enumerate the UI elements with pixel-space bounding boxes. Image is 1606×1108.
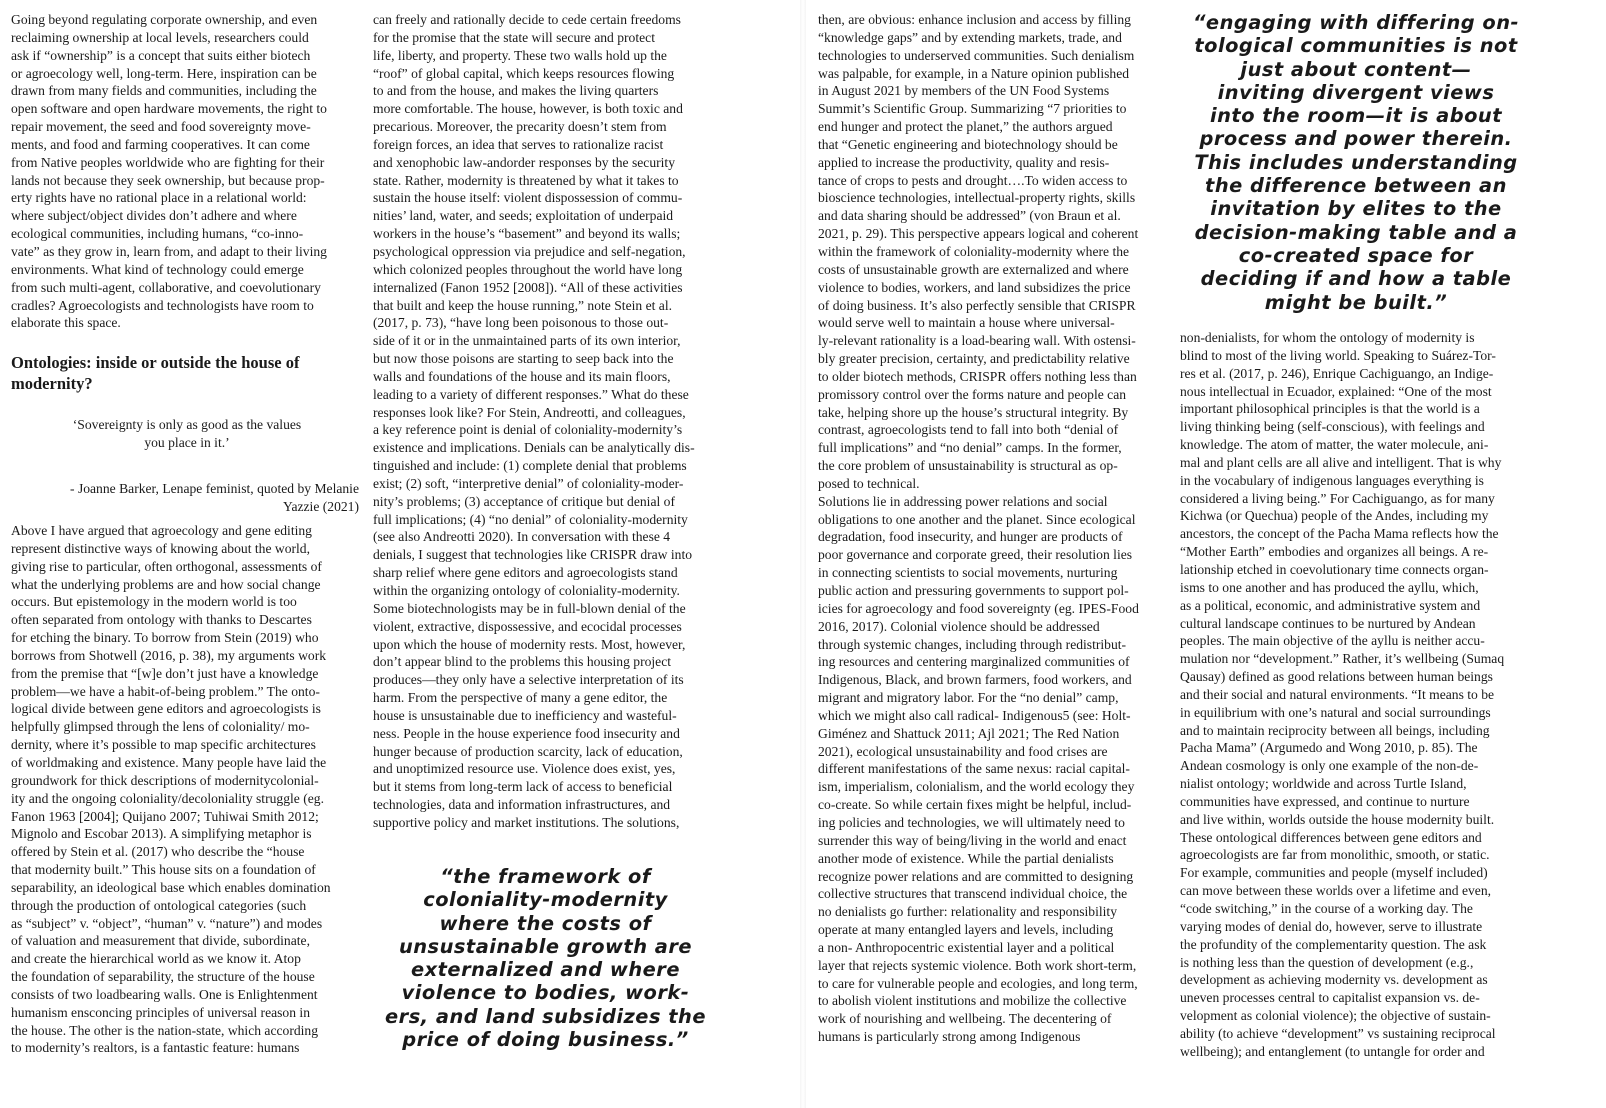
text-line: violence to bodies, work-: [401, 981, 690, 1005]
text-line: modernity?: [11, 374, 93, 393]
text-line: no denialists go further: relationality and responsibility: [818, 904, 1118, 920]
text-line: bioscience technologies, intellectual-property rights, skills: [818, 190, 1136, 206]
text-line: life, liberty, and property. These two walls hold up the: [373, 47, 667, 63]
text-line: state. Rather, modernity is threatened by what it takes to: [373, 172, 679, 188]
text-line: elaborate this space.: [11, 315, 121, 331]
text-line: ability (to achieve “development” vs sustaining reciprocal: [1180, 1025, 1496, 1041]
text-line: “engaging with differing on-: [1192, 11, 1520, 34]
text-line: represent distinctive ways of knowing about the world,: [11, 540, 310, 556]
text-line: surrender this way of being/living in the world and enact: [818, 832, 1127, 848]
right-page-column-1: [818, 11, 1170, 1101]
body-paragraph: [373, 11, 718, 832]
text-line: dernity, where it’s possible to map specific architectures: [11, 737, 316, 753]
text-line: is nothing less than the question of development (e.g.,: [1180, 954, 1474, 970]
text-line: environments. What kind of technology could emerge: [11, 261, 304, 277]
text-line: price of doing business.”: [402, 1028, 689, 1052]
text-line: velopment as colonial violence); the objective of sustain-: [1180, 1008, 1491, 1024]
right-page-column-2: [1180, 11, 1532, 1101]
text-line: For example, communities and people (myself included): [1180, 865, 1488, 881]
text-line: knowledge. The atom of matter, the water molecule, ani-: [1180, 437, 1489, 453]
text-line: what the underlying problems are and how social change: [11, 576, 321, 592]
text-line: “code switching,” in the course of a working day. The: [1180, 901, 1473, 916]
text-line: icies for agroecology and food sovereignty (eg. IPES-Food: [818, 600, 1139, 616]
text-line: “roof” of global capital, which keeps resources flowing: [373, 65, 675, 81]
text-line: through systemic changes, including through redistribut-: [818, 636, 1127, 652]
text-line: and unoptimized resource use. Violence does exist, yes,: [373, 761, 676, 777]
text-line: cultural landscape continues to be nurtured by Andean: [1180, 615, 1476, 631]
text-line: of valuation and measurement that divide, subordinate,: [11, 933, 310, 949]
text-line: helpfully glimpsed through the lens of coloniality/ mo-: [11, 719, 310, 735]
text-line: ‘Sovereignty is only as good as the values: [72, 417, 302, 432]
text-line: of worldmaking and existence. Many people have laid the: [11, 754, 327, 770]
text-line: These ontological differences between gene editors and: [1180, 829, 1482, 845]
text-line: occurs. But epistemology in the modern world is too: [11, 594, 297, 610]
text-line: and create the hierarchical world as we know it. Atop: [11, 951, 301, 967]
text-line: operate at many entangled layers and levels, including: [818, 922, 1114, 938]
text-line: wellbeing); and entanglement (to untangle for order and: [1180, 1043, 1485, 1059]
text-line: sharp relief where gene editors and agroecologists stand: [373, 565, 678, 581]
text-line: ity and the ongoing coloniality/decoloniality struggle (eg.: [11, 790, 324, 806]
pull-quote: [1180, 11, 1532, 314]
text-line: ing resources and centering marginalized communities of: [818, 654, 1130, 670]
text-line: but now those poisons are starting to seep back into the: [373, 351, 674, 367]
text-line: Mignolo and Escobar 2013). A simplifying metaphor is: [11, 826, 312, 842]
epigraph: [11, 416, 363, 452]
text-line: for the promise that the state will secure and protect: [373, 29, 655, 45]
text-line: a key reference point is denial of coloniality-modernity’s: [373, 422, 683, 438]
text-line: lationship etched in coevolutionary time connects organ-: [1180, 561, 1489, 577]
text-line: can move between these worlds over a lifetime and even,: [1180, 883, 1492, 899]
text-line: living thinking being (self-conscious), with feelings and: [1180, 419, 1485, 435]
text-line: and to maintain reciprocity between all beings, including: [1180, 722, 1490, 738]
text-line: ism, imperialism, colonialism, and the world ecology they: [818, 779, 1135, 795]
text-line: and live within, worlds outside the house modernity built.: [1180, 811, 1495, 827]
text-line: bly greater precision, certainty, and predictability relative: [818, 351, 1130, 367]
text-line: work of nourishing and wellbeing. The decentering of: [818, 1011, 1112, 1027]
text-line: Kichwa (or Quechua) people of the Andes, including my: [1180, 508, 1489, 524]
text-line: denials, I suggest that technologies like CRISPR draw into: [373, 547, 693, 563]
text-line: inviting divergent views: [1217, 80, 1495, 104]
text-line: a non- Anthropocentric existential layer and a political: [818, 939, 1115, 955]
text-line: workers in the house’s “basement” and beyond its walls;: [373, 226, 681, 242]
epigraph-attribution: [11, 480, 359, 516]
text-line: and their social and natural environments. “It means to be: [1180, 686, 1495, 702]
pull-quote: [373, 865, 718, 1051]
text-line: poor governance and corporate greed, their resolution lies: [818, 547, 1133, 563]
text-line: to care for vulnerable people and ecologies, and long term,: [818, 975, 1138, 991]
text-line: tological communities is not: [1194, 34, 1518, 58]
text-line: applied to increase the productivity, quality and resis-: [818, 154, 1110, 170]
text-line: the core problem of unsustainability is structural as op-: [818, 458, 1118, 474]
text-line: erty rights have no rational place in a relational world:: [11, 190, 307, 206]
text-line: reclaiming ownership at local levels, researchers could: [11, 29, 309, 45]
text-line: co-created space for: [1238, 243, 1474, 267]
text-line: internalized (Fanon 1952 [2008]). “All of these activities: [373, 279, 683, 295]
body-paragraph: [818, 11, 1170, 1046]
text-line: externalized and where: [411, 958, 680, 982]
text-line: 2016, 2017). Colonial violence should be addressed: [818, 618, 1100, 634]
text-line: as “subject” v. “object”, “human” v. “nature”) and modes: [11, 915, 323, 931]
text-line: to modernity’s realtors, is a fantastic feature: humans: [11, 1040, 300, 1056]
text-line: different manifestations of the same nexus: racial capital-: [818, 761, 1130, 777]
text-line: important philosophical principles is that the world is a: [1180, 401, 1480, 417]
text-line: can freely and rationally decide to cede certain freedoms: [373, 12, 681, 27]
text-line: and xenophobic law-andorder responses by the security: [373, 154, 675, 170]
text-line: process and power therein.: [1199, 127, 1513, 151]
text-line: blind to most of the living world. Speaking to Suárez-Tor-: [1180, 347, 1496, 363]
text-line: deciding if and how a table: [1200, 267, 1512, 291]
text-line: was palpable, for example, in a Nature opinion published: [818, 65, 1130, 81]
text-line: that built and keep the house running,” note Stein et al.: [373, 297, 672, 313]
text-line: into the room—it is about: [1209, 104, 1503, 128]
text-line: within the framework of coloniality-modernity where the: [818, 243, 1130, 259]
text-line: public action and pressuring governments to support pol-: [818, 583, 1129, 598]
text-line: development as achieving modernity vs. development as: [1180, 972, 1488, 988]
text-line: posed to technical.: [818, 475, 920, 491]
text-line: in August 2021 by members of the UN Food Systems: [818, 83, 1110, 99]
text-line: This includes understanding: [1194, 150, 1518, 174]
text-line: end hunger and protect the planet,” the authors argued: [818, 119, 1113, 135]
text-line: logical divide between gene editors and agroecologists is: [11, 701, 321, 717]
text-line: psychological oppression via prejudice and self-negation,: [373, 243, 686, 259]
text-line: from the premise that “[w]e don’t just have a knowledge: [11, 665, 319, 681]
text-line: harm. From the perspective of many a gene editor, the: [373, 690, 668, 706]
text-line: tinguished and include: (1) complete denial that problems: [373, 458, 687, 474]
text-line: costs of unsustainable growth are externalized and where: [818, 261, 1129, 277]
text-line: Indigenous, Black, and brown farmers, food workers, and: [818, 672, 1132, 688]
text-line: more comfortable. The house, however, is both toxic and: [373, 101, 683, 117]
text-line: obligations to one another and the planet. Since ecological: [818, 511, 1136, 527]
text-line: upon which the house of modernity rests. Most, however,: [373, 636, 686, 652]
text-line: hunger because of production scarcity, lack of education,: [373, 743, 683, 759]
text-line: offered by Stein et al. (2017) who describe the “house: [11, 844, 305, 860]
text-line: technologies, data and information infrastructures, and: [373, 797, 671, 813]
text-line: migrant and migratory labor. For the “no denial” camp,: [818, 690, 1119, 706]
text-line: Solutions lie in addressing power relations and social: [818, 493, 1108, 509]
text-line: 2021), ecological unsustainability and food crises are: [818, 743, 1108, 759]
text-line: separability, an ideological base which enables domination: [11, 879, 331, 895]
text-line: 2021, p. 29). This perspective appears logical and coherent: [818, 226, 1139, 242]
text-line: non-denialists, for whom the ontology of modernity is: [1180, 330, 1475, 345]
text-line: might be built.”: [1264, 290, 1448, 314]
text-line: layer that rejects systemic violence. Both work short-term,: [818, 957, 1137, 973]
body-paragraph: [11, 522, 363, 1057]
text-line: take, helping shore up the house’s structural integrity. By: [818, 404, 1129, 420]
text-line: ly-relevant rationality is a load-bearing wall. With ostensi-: [818, 333, 1136, 349]
text-line: then, are obvious: enhance inclusion and access by filling: [818, 12, 1131, 27]
text-line: Summit’s Scientific Group. Summarizing “7 priorities to: [818, 101, 1127, 117]
text-line: Giménez and Shattuck 2011; Ajl 2021; The Red Nation: [818, 725, 1120, 741]
text-line: Going beyond regulating corporate ownership, and even: [11, 12, 318, 27]
text-line: problem—we have a habit-of-being problem.” The onto-: [11, 683, 320, 699]
text-line: repair movement, the seed and food sovereignty move-: [11, 119, 311, 135]
text-line: nialist ontology; worldwide and across Turtle Island,: [1180, 776, 1467, 792]
text-line: from Native peoples worldwide who are fighting for their: [11, 154, 325, 170]
text-line: walls and foundations of the house and its main floors,: [373, 368, 671, 384]
text-line: tance of crops to pests and drought….To widen access to: [818, 172, 1128, 188]
section-heading: [11, 352, 363, 394]
text-line: to and from the house, and makes the living quarters: [373, 83, 659, 99]
text-line: from such multi-agent, collaborative, and coevolutionary: [11, 279, 321, 295]
text-line: humans is particularly strong among Indigenous: [818, 1029, 1081, 1045]
text-line: sustain the house itself: violent dispossession of commu-: [373, 190, 683, 206]
text-line: where the costs of: [439, 911, 652, 935]
text-line: peoples. The main objective of the ayllu is neither accu-: [1180, 633, 1485, 649]
text-line: the house. The other is the nation-state, which according: [11, 1022, 319, 1038]
text-line: - Joanne Barker, Lenape feminist, quoted by Melanie: [70, 481, 359, 496]
text-line: Yazzie (2021): [282, 499, 359, 514]
left-page-column-1: [11, 11, 363, 1101]
text-line: full implications” and “no denial” camps. In the former,: [818, 440, 1122, 456]
text-line: agroecologists are far from monolithic, smooth, or static.: [1180, 847, 1490, 863]
text-line: ecological communities, including humans, “co-inno-: [11, 226, 304, 242]
text-line: cradles? Agroecologists and technologists have room to: [11, 297, 314, 313]
text-line: in equilibrium with one’s natural and social surroundings: [1180, 704, 1491, 720]
text-line: in the vocabulary of indigenous languages everything is: [1180, 472, 1484, 488]
page-gutter: [800, 0, 806, 1108]
text-line: of doing business. It’s also perfectly sensible that CRISPR: [818, 297, 1136, 313]
text-line: another mode of existence. While the partial denialists: [818, 850, 1114, 866]
text-line: co-create. So while certain fixes might be helpful, includ-: [818, 797, 1132, 813]
text-line: (2017, p. 73), “have long been poisonous to those out-: [373, 315, 669, 331]
text-line: produces—they only have a selective interpretation of its: [373, 672, 684, 688]
text-line: ancestors, the concept of the Pacha Mama reflects how the: [1180, 526, 1499, 542]
left-page-column-2: [373, 11, 718, 1101]
text-line: in connecting scientists to social movements, nurturing: [818, 565, 1118, 581]
text-line: “the framework of: [440, 865, 651, 888]
text-line: nity’s problems; (3) acceptance of critique but denial of: [373, 493, 675, 509]
text-line: “knowledge gaps” and by extending markets, trade, and: [818, 29, 1122, 45]
text-line: mulation nor “development.” Rather, it’s wellbeing (Sumaq: [1180, 651, 1505, 667]
text-line: unsustainable growth are: [398, 934, 693, 958]
text-line: Above I have argued that agroecology and gene editing: [11, 523, 312, 538]
intro-paragraph: [11, 11, 363, 332]
text-line: existence and implications. Denials can be analytically dis-: [373, 440, 695, 456]
text-line: mal and plant cells are all alive and intelligent. That is why: [1180, 454, 1502, 470]
text-line: ing policies and technologies, we will ultimately need to: [818, 814, 1125, 830]
text-line: to older biotech methods, CRISPR offers nothing less than: [818, 368, 1137, 384]
text-line: open software and open hardware movements, the right to: [11, 101, 327, 117]
text-line: foreign forces, an idea that serves to rationalize racist: [373, 136, 664, 152]
text-line: contrast, agroecologists tend to fall into both “denial of: [818, 422, 1119, 438]
text-line: (see also Andreotti 2020). In conversation with these 4: [373, 529, 671, 545]
text-line: within the organizing ontology of coloniality-modernity.: [373, 583, 680, 598]
text-line: to abolish violent institutions and mobilize the collective: [818, 993, 1127, 1009]
text-line: side of it or in the unmaintained parts of its own interior,: [373, 333, 681, 349]
text-line: humanism ensconcing principles of universal reason in: [11, 1004, 310, 1020]
text-line: groundwork for thick descriptions of modernitycolonial-: [11, 772, 319, 788]
text-line: full implications; (4) “no denial” of coloniality-modernity: [373, 511, 688, 527]
text-line: that modernity built.” This house sits on a foundation of: [11, 862, 316, 878]
text-line: leading to a variety of different responses.” What do these: [373, 386, 689, 402]
text-line: ers, and land subsidizes the: [385, 1004, 706, 1028]
text-line: ness. People in the house experience food insecurity and: [373, 725, 680, 741]
text-line: which we might also call radical- Indigenous5 (see: Holt-: [818, 707, 1131, 723]
text-line: just about content—: [1240, 57, 1472, 81]
text-line: that “Genetic engineering and biotechnology should be: [818, 136, 1118, 152]
text-line: invitation by elites to the: [1210, 197, 1502, 221]
text-line: precarious. Moreover, the precarity doesn’t stem from: [373, 119, 667, 135]
text-line: supportive policy and market institutions. The solutions,: [373, 814, 680, 830]
text-line: giving rise to particular, often orthogonal, assessments of: [11, 558, 322, 574]
text-line: vate” as they grow in, learn from, and adapt to their living: [11, 243, 327, 259]
text-line: “Mother Earth” embodies and organizes all beings. A re-: [1180, 544, 1489, 560]
text-line: as a political, economic, and administrative system and: [1180, 597, 1481, 613]
text-line: Some biotechnologists may be in full-blown denial of the: [373, 600, 686, 616]
text-line: promissory control over the forms nature and people can: [818, 386, 1127, 402]
text-line: nities’ land, water, and seeds; exploitation of underpaid: [373, 208, 674, 224]
text-line: the profundity of the complementarity question. The ask: [1180, 936, 1487, 952]
text-line: collective structures that transcend individual choice, the: [818, 886, 1128, 902]
text-line: often separated from ontology with thanks to Descartes: [11, 612, 312, 628]
text-line: which colonized peoples throughout the world have long: [373, 261, 683, 277]
text-line: technologies to underserved communities. Such denialism: [818, 47, 1135, 63]
text-line: and data sharing should be addressed” (von Braun et al.: [818, 208, 1121, 224]
text-line: violence to bodies, workers, and land subsidizes the price: [818, 279, 1131, 295]
text-line: don’t appear blind to the problems this housing project: [373, 654, 672, 670]
text-line: exist; (2) soft, “interpretive denial” of coloniality-moder-: [373, 475, 684, 491]
text-line: nous intellectual in Ecuador, explained: “One of the most: [1180, 383, 1492, 399]
text-line: but it stems from long-term lack of access to beneficial: [373, 779, 673, 795]
text-line: coloniality-modernity: [423, 888, 668, 912]
text-line: degradation, food insecurity, and hunger are products of: [818, 529, 1123, 545]
text-line: considered a living being.” For Cachiguango, as for many: [1180, 490, 1495, 506]
text-line: or agroecology well, long-term. Here, inspiration can be: [11, 65, 317, 81]
text-line: through the production of ontological categories (such: [11, 897, 307, 913]
text-line: isms to one another and has produced the ayllu, which,: [1180, 579, 1479, 595]
body-paragraph: [1180, 329, 1532, 1061]
text-line: lands not because they seek ownership, but because prop-: [11, 172, 325, 188]
text-line: the difference between an: [1205, 174, 1507, 198]
text-line: varying modes of denial do, however, serve to illustrate: [1180, 918, 1483, 934]
text-line: the foundation of separability, the structure of the house: [11, 969, 315, 985]
text-line: decision-making table and a: [1194, 220, 1518, 244]
text-line: you place in it.’: [144, 435, 230, 450]
text-line: Andean cosmology is only one example of the non-de-: [1180, 758, 1479, 774]
text-line: Fanon 1963 [2004]; Quijano 2007; Tuhiwai Smith 2012;: [11, 808, 319, 824]
text-line: res et al. (2017, p. 246), Enrique Cachiguango, an Indige-: [1180, 365, 1494, 381]
text-line: borrows from Shotwell (2016, p. 38), my arguments work: [11, 647, 327, 663]
text-line: Ontologies: inside or outside the house of: [11, 353, 300, 372]
text-line: ments, and food and farming cooperatives. It can come: [11, 136, 310, 152]
text-line: Qausay) defined as good relations between human beings: [1180, 669, 1493, 685]
text-line: for etching the binary. To borrow from Stein (2019) who: [11, 630, 319, 646]
text-line: communities have expressed, and continue to nurture: [1180, 793, 1470, 809]
text-line: where subject/object divides don’t adhere and where: [11, 208, 297, 224]
text-line: responses look like? For Stein, Andreotti, and colleagues,: [373, 404, 686, 420]
text-line: drawn from many fields and communities, including the: [11, 83, 317, 99]
text-line: consists of two loadbearing walls. One is Enlightenment: [11, 986, 318, 1002]
text-line: recognize power relations and are committed to designing: [818, 868, 1134, 884]
text-line: ask if “ownership” is a concept that suits either biotech: [11, 47, 311, 63]
text-line: house is unsustainable due to inefficiency and wasteful-: [373, 707, 677, 723]
text-line: violent, extractive, dispossessive, and ecocidal processes: [373, 618, 682, 634]
text-line: uneven processes central to capitalist expansion vs. de-: [1180, 990, 1480, 1006]
text-line: Pacha Mama” (Argumedo and Wong 2010, p. 85). The: [1180, 740, 1478, 756]
text-line: would serve well to maintain a house where universal-: [818, 315, 1115, 331]
